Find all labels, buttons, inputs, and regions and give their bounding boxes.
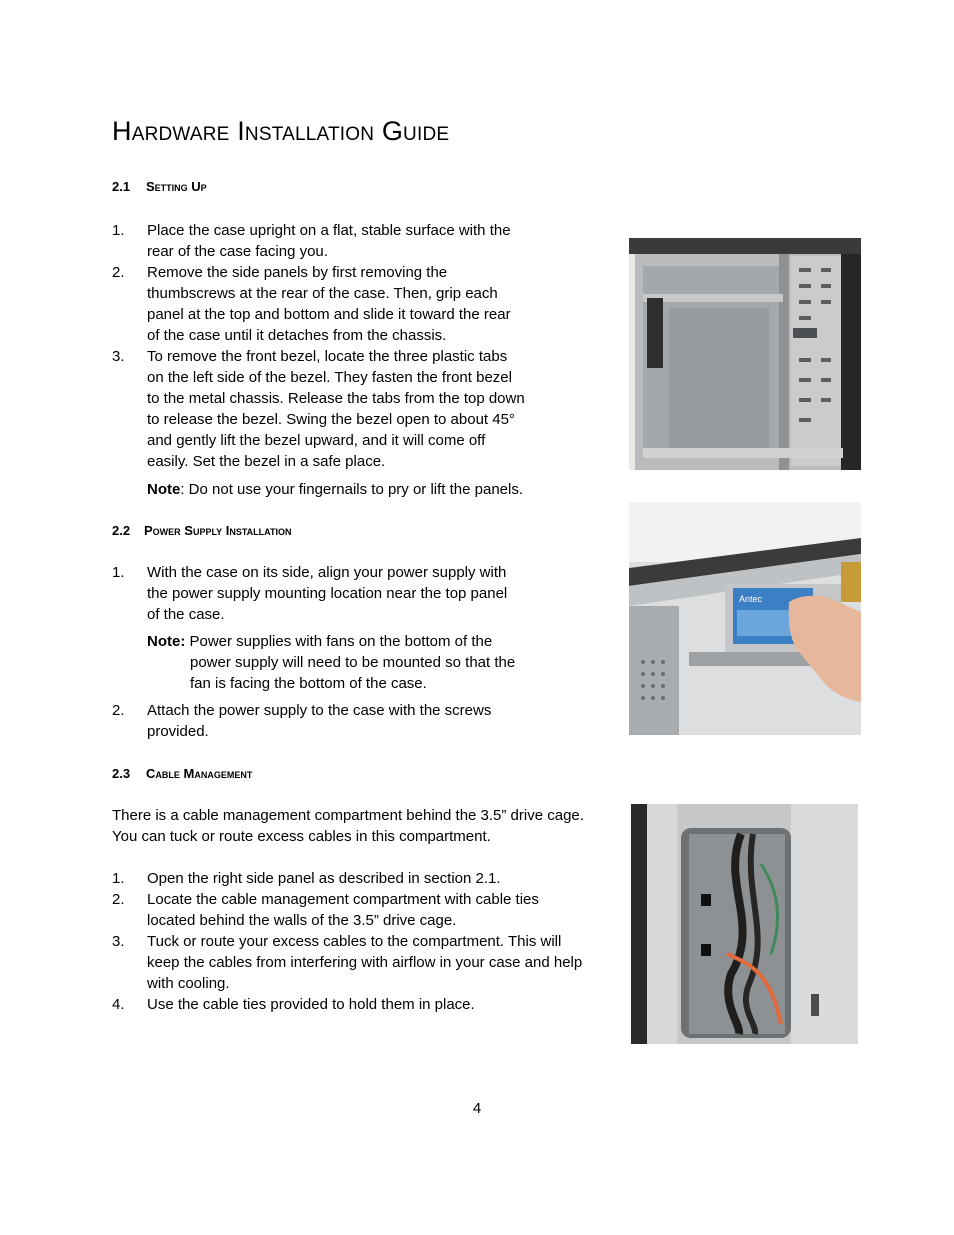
list-item: 1. Open the right side panel as described in section 2.1.	[112, 870, 501, 887]
list-item: 1. Place the case upright on a flat, stable surface with the rear of the case facing you.	[112, 222, 511, 260]
page-number: 4	[472, 1100, 482, 1117]
list-item: 4. Use the cable ties provided to hold them in place.	[112, 996, 475, 1013]
list-item: 1. With the case on its side, align your power supply with the power supply mounting location near the top panel of the case.	[112, 564, 508, 623]
photo-cable-management	[631, 804, 858, 1044]
photo-power-supply-install	[629, 502, 861, 735]
list-item: 2. Locate the cable management compartment with cable ties located behind the walls of the 3.5” drive cage.	[112, 891, 539, 929]
cable-management-intro: There is a cable management compartment behind the 3.5” drive cage. You can tuck or route excess cables in this compartment.	[112, 807, 584, 845]
cable-management-text	[112, 805, 622, 1015]
list-item: 3. To remove the front bezel, locate the three plastic tabs on the left side of the bezel. They fasten the front bezel to the metal chassis. Release the tabs from the top down to release the bezel. Swing the bezel open to about 45° and gently lift the bezel upward, and it will come off easily. Set the bezel in a safe place.	[112, 348, 525, 470]
list-item: 3. Tuck or route your excess cables to the compartment. This will keep the cables from interfering with airflow in your case and help with cooling.	[112, 933, 583, 992]
list-item: 2. Attach the power supply to the case with the screws provided.	[112, 702, 492, 740]
section-heading-setting-up: 2.1 Setting Up	[112, 179, 207, 194]
power-supply-note: Note: Power supplies with fans on the bottom of the power supply will need to be mounted so that the fan is facing the bottom of the case.	[147, 633, 516, 692]
section-heading-power-supply: 2.2 Power Supply Installation	[112, 523, 292, 538]
setting-up-steps	[112, 220, 572, 500]
power-supply-steps	[112, 562, 572, 742]
psu-brand-label: Antec	[739, 594, 763, 604]
section-heading-cable-management: 2.3 Cable Management	[112, 766, 253, 781]
page-title: Hardware Installation Guide	[112, 116, 450, 146]
setting-up-note: Note: Do not use your fingernails to pry or lift the panels.	[147, 481, 524, 498]
photo-open-case-chassis	[629, 238, 861, 470]
list-item: 2. Remove the side panels by first removing the thumbscrews at the rear of the case. Then, grip each panel at the top and bottom and slide it toward the rear of the case until it detaches from the chassis.	[112, 264, 511, 344]
